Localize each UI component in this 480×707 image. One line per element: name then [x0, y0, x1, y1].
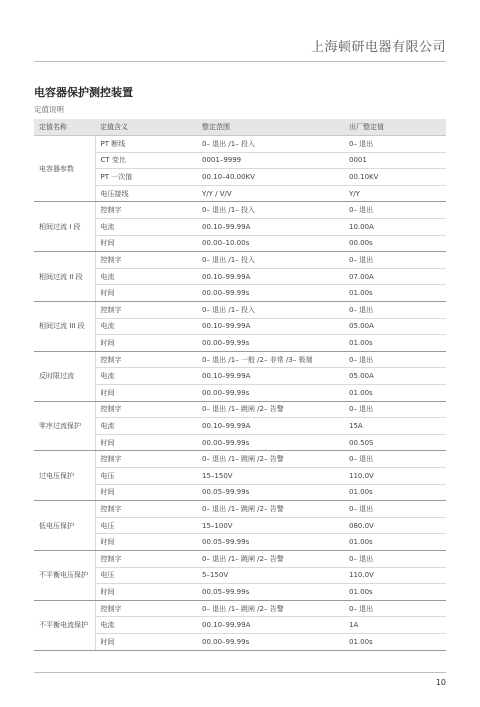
setting-meaning-cell: 时间	[95, 385, 197, 402]
factory-default-cell: 0– 退出	[344, 302, 446, 319]
setting-range-cell: 5–150V	[197, 567, 344, 584]
table-row	[34, 169, 446, 186]
factory-default-cell: 01.00s	[344, 534, 446, 551]
table-row	[34, 252, 446, 269]
setting-range-cell: 00.10–99.99A	[197, 219, 344, 236]
setting-meaning-cell: 时间	[95, 335, 197, 352]
table-row	[34, 451, 446, 468]
setting-meaning-cell: 控制字	[95, 401, 197, 418]
factory-default-cell: 07.00A	[344, 268, 446, 285]
setting-meaning-cell: 电压接线	[95, 185, 197, 202]
factory-default-cell: 1A	[344, 617, 446, 634]
table-row	[34, 418, 446, 435]
setting-group-name: 相间过流 II 段	[34, 252, 95, 302]
setting-meaning-cell: 电压	[95, 517, 197, 534]
setting-range-cell: 0– 退出 /1– 一般 /2– 非常 /3– 极端	[197, 351, 344, 368]
settings-table	[34, 119, 446, 651]
setting-meaning-cell: CT 变比	[95, 152, 197, 169]
header-setting-range: 整定范围	[197, 119, 344, 136]
table-row	[34, 368, 446, 385]
setting-range-cell: 0– 退出 /1– 投入	[197, 202, 344, 219]
setting-meaning-cell: 控制字	[95, 252, 197, 269]
setting-range-cell: 15–100V	[197, 517, 344, 534]
table-row	[34, 318, 446, 335]
setting-meaning-cell: 电流	[95, 617, 197, 634]
factory-default-cell: 0– 退出	[344, 202, 446, 219]
table-row	[34, 484, 446, 501]
factory-default-cell: 01.00s	[344, 484, 446, 501]
setting-range-cell: 00.05–99.99s	[197, 484, 344, 501]
table-row	[34, 285, 446, 302]
setting-meaning-cell: 控制字	[95, 501, 197, 518]
factory-default-cell: 01.00s	[344, 335, 446, 352]
factory-default-cell: 10.00A	[344, 219, 446, 236]
footer-divider	[34, 672, 446, 673]
table-header-row	[34, 119, 446, 136]
setting-range-cell: 00.10–99.99A	[197, 368, 344, 385]
setting-group-name: 相间过流 I 段	[34, 202, 95, 252]
setting-range-cell: 0– 退出 /1– 跳闸 /2– 告警	[197, 451, 344, 468]
setting-range-cell: 00.10–40.00KV	[197, 169, 344, 186]
setting-range-cell: 0– 退出 /1– 投入	[197, 252, 344, 269]
table-row	[34, 219, 446, 236]
setting-range-cell: 00.00–99.99s	[197, 633, 344, 650]
setting-meaning-cell: 电流	[95, 268, 197, 285]
setting-meaning-cell: 电压	[95, 467, 197, 484]
setting-meaning-cell: PT 一次值	[95, 169, 197, 186]
factory-default-cell: 0– 退出	[344, 600, 446, 617]
table-row	[34, 434, 446, 451]
factory-default-cell: 0– 退出	[344, 451, 446, 468]
setting-range-cell: 0– 退出 /1– 跳闸 /2– 告警	[197, 600, 344, 617]
setting-meaning-cell: 控制字	[95, 600, 197, 617]
company-name: 上海顿研电器有限公司	[310, 40, 446, 55]
table-row	[34, 517, 446, 534]
table-row	[34, 351, 446, 368]
factory-default-cell: 01.00s	[344, 285, 446, 302]
setting-meaning-cell: 电流	[95, 368, 197, 385]
setting-range-cell: 0– 退出 /1– 投入	[197, 136, 344, 153]
setting-meaning-cell: 电流	[95, 318, 197, 335]
table-row	[34, 335, 446, 352]
factory-default-cell: 0– 退出	[344, 351, 446, 368]
setting-range-cell: 00.05–99.99s	[197, 534, 344, 551]
header-setting-name: 定值名称	[34, 119, 95, 136]
setting-meaning-cell: 时间	[95, 584, 197, 601]
factory-default-cell: 15A	[344, 418, 446, 435]
table-row	[34, 534, 446, 551]
table-row	[34, 136, 446, 153]
setting-range-cell: Y/Y / V/V	[197, 185, 344, 202]
factory-default-cell: 05.00A	[344, 318, 446, 335]
setting-range-cell: 00.10–99.99A	[197, 268, 344, 285]
header-divider	[34, 61, 446, 62]
setting-meaning-cell: 电压	[95, 567, 197, 584]
setting-range-cell: 00.10–99.99A	[197, 318, 344, 335]
setting-range-cell: 0– 退出 /1– 跳闸 /2– 告警	[197, 501, 344, 518]
factory-default-cell: 0001	[344, 152, 446, 169]
table-row	[34, 567, 446, 584]
setting-meaning-cell: PT 断线	[95, 136, 197, 153]
setting-meaning-cell: 控制字	[95, 302, 197, 319]
setting-range-cell: 0001–9999	[197, 152, 344, 169]
setting-meaning-cell: 电流	[95, 219, 197, 236]
setting-meaning-cell: 控制字	[95, 202, 197, 219]
setting-range-cell: 0– 退出 /1– 跳闸 /2– 告警	[197, 401, 344, 418]
factory-default-cell: 110.0V	[344, 467, 446, 484]
factory-default-cell: 00.50S	[344, 434, 446, 451]
table-row	[34, 185, 446, 202]
setting-group-name: 过电压保护	[34, 451, 95, 501]
setting-range-cell: 00.10–99.99A	[197, 418, 344, 435]
setting-group-name: 相间过流 III 段	[34, 302, 95, 352]
setting-range-cell: 0– 退出 /1– 投入	[197, 302, 344, 319]
table-row	[34, 152, 446, 169]
setting-range-cell: 00.05–99.99s	[197, 584, 344, 601]
table-body	[34, 136, 446, 650]
setting-range-cell: 00.00–99.99s	[197, 434, 344, 451]
table-row	[34, 235, 446, 252]
setting-range-cell: 0– 退出 /1– 跳闸 /2– 告警	[197, 550, 344, 567]
section-title: 电容器保护测控装置	[34, 86, 133, 99]
setting-meaning-cell: 电流	[95, 418, 197, 435]
factory-default-cell: 0– 退出	[344, 252, 446, 269]
table-row	[34, 202, 446, 219]
factory-default-cell: 00.00s	[344, 235, 446, 252]
table-row	[34, 617, 446, 634]
setting-range-cell: 15–150V	[197, 467, 344, 484]
setting-group-name: 不平衡电流保护	[34, 600, 95, 650]
setting-meaning-cell: 时间	[95, 285, 197, 302]
table-row	[34, 467, 446, 484]
factory-default-cell: 080.0V	[344, 517, 446, 534]
table-row	[34, 584, 446, 601]
table-row	[34, 600, 446, 617]
factory-default-cell: 05.00A	[344, 368, 446, 385]
table-row	[34, 550, 446, 567]
factory-default-cell: 0– 退出	[344, 501, 446, 518]
setting-meaning-cell: 时间	[95, 633, 197, 650]
factory-default-cell: Y/Y	[344, 185, 446, 202]
setting-meaning-cell: 时间	[95, 484, 197, 501]
table-row	[34, 385, 446, 402]
factory-default-cell: 01.00s	[344, 584, 446, 601]
setting-group-name: 电容器参数	[34, 136, 95, 202]
setting-meaning-cell: 时间	[95, 434, 197, 451]
setting-group-name: 反时限过流	[34, 351, 95, 401]
factory-default-cell: 110.0V	[344, 567, 446, 584]
table-row	[34, 268, 446, 285]
setting-group-name: 低电压保护	[34, 501, 95, 551]
table-row	[34, 302, 446, 319]
section-subtitle: 定值说明	[34, 105, 64, 114]
setting-range-cell: 00.00–99.99s	[197, 285, 344, 302]
setting-range-cell: 00.00–99.99s	[197, 385, 344, 402]
factory-default-cell: 01.00s	[344, 633, 446, 650]
setting-group-name: 不平衡电压保护	[34, 550, 95, 600]
header-factory-default: 出厂整定值	[344, 119, 446, 136]
page-number: 10	[435, 678, 446, 687]
table-row	[34, 501, 446, 518]
setting-range-cell: 00.00–99.99s	[197, 335, 344, 352]
table-row	[34, 633, 446, 650]
setting-meaning-cell: 控制字	[95, 451, 197, 468]
setting-group-name: 零序过流保护	[34, 401, 95, 451]
factory-default-cell: 00.10KV	[344, 169, 446, 186]
setting-range-cell: 00.00–10.00s	[197, 235, 344, 252]
table-row	[34, 401, 446, 418]
setting-meaning-cell: 时间	[95, 235, 197, 252]
factory-default-cell: 0– 退出	[344, 136, 446, 153]
factory-default-cell: 01.00s	[344, 385, 446, 402]
header-setting-meaning: 定值含义	[95, 119, 197, 136]
setting-meaning-cell: 时间	[95, 534, 197, 551]
setting-meaning-cell: 控制字	[95, 351, 197, 368]
setting-range-cell: 00.10–99.99A	[197, 617, 344, 634]
factory-default-cell: 0– 退出	[344, 550, 446, 567]
setting-meaning-cell: 控制字	[95, 550, 197, 567]
factory-default-cell: 0– 退出	[344, 401, 446, 418]
